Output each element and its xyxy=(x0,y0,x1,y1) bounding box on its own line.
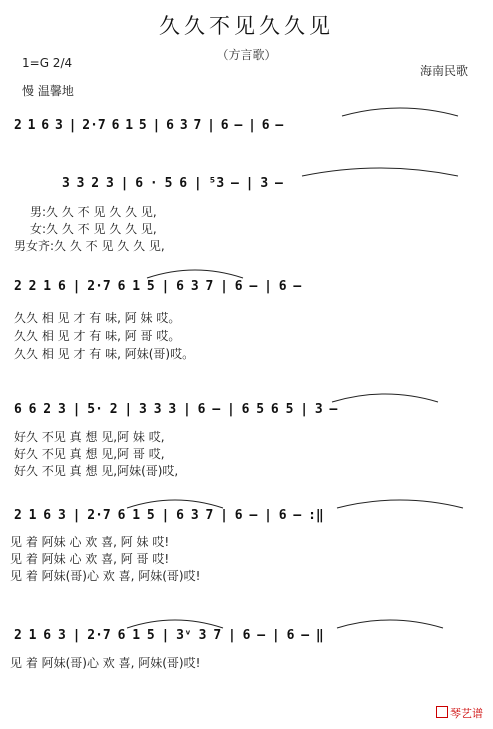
notation-line: 2 1 6 3 | 2·7 6 1 5 | 6 3 7 | 6 — | 6 — xyxy=(14,118,284,133)
notation-line: 2 1 6 3 | 2·7 6 1 5 | 3ᵛ 3 7 | 6 — | 6 — ‖ xyxy=(14,628,324,643)
tempo-marking: 慢 温馨地 xyxy=(22,84,74,98)
lyric-line: 好久 不见 真 想 见,阿 哥 哎, xyxy=(14,447,165,461)
lyric-line: 男:久 久 不 见 久 久 见, xyxy=(30,205,157,219)
lyric-line: 见 着 阿妹(哥)心 欢 喜, 阿妹(哥)哎! xyxy=(10,569,201,583)
site-logo xyxy=(436,705,483,721)
tie-arc xyxy=(300,164,460,178)
lyric-line: 见 着 阿妹(哥)心 欢 喜, 阿妹(哥)哎! xyxy=(10,656,201,670)
slur-arc xyxy=(125,496,225,510)
lyric-line: 好久 不见 真 想 见,阿妹(哥)哎, xyxy=(14,464,179,478)
song-title: 久久不见久久见 xyxy=(159,14,334,38)
notation-line: 6 6 2 3 | 5· 2 | 3 3 3 | 6 — | 6 5 6 5 | 3 — xyxy=(14,402,338,417)
key-time-signature: 1=G 2/4 xyxy=(22,56,73,70)
tie-arc xyxy=(340,104,460,118)
lyric-line: 好久 不见 真 想 见,阿 妹 哎, xyxy=(14,430,165,444)
slur-arc xyxy=(125,616,225,630)
tie-arc xyxy=(335,616,445,630)
lyric-line: 久久 相 见 才 有 味, 阿 妹 哎。 xyxy=(14,311,181,325)
lyric-line: 男女齐:久 久 不 见 久 久 见, xyxy=(14,239,165,253)
lyric-line: 见 着 阿妹 心 欢 喜, 阿 哥 哎! xyxy=(10,552,170,566)
tie-arc xyxy=(335,496,465,510)
slur-arc xyxy=(330,390,440,404)
piano-icon xyxy=(436,706,448,718)
lyric-line: 久久 相 见 才 有 味, 阿妹(哥)哎。 xyxy=(14,347,195,361)
lyric-line: 久久 相 见 才 有 味, 阿 哥 哎。 xyxy=(14,329,181,343)
lyric-line: 女:久 久 不 见 久 久 见, xyxy=(30,222,157,236)
notation-line: 2 1 6 3 | 2·7 6 1 5 | 6 3 7 | 6 — | 6 — :‖ xyxy=(14,508,324,523)
notation-line: 2 2 1 6 | 2·7 6 1 5 | 6 3 7 | 6 — | 6 — xyxy=(14,279,302,294)
song-origin: 海南民歌 xyxy=(420,64,469,78)
slur-arc xyxy=(145,266,245,280)
song-subtitle: （方言歌） xyxy=(216,48,277,62)
lyric-line: 见 着 阿妹 心 欢 喜, 阿 妹 哎! xyxy=(10,535,170,549)
notation-line: 3 3 2 3 | 6 · 5 6 | ⁵3 — | 3 — xyxy=(62,176,283,191)
logo-text: 琴艺谱 xyxy=(450,707,483,720)
